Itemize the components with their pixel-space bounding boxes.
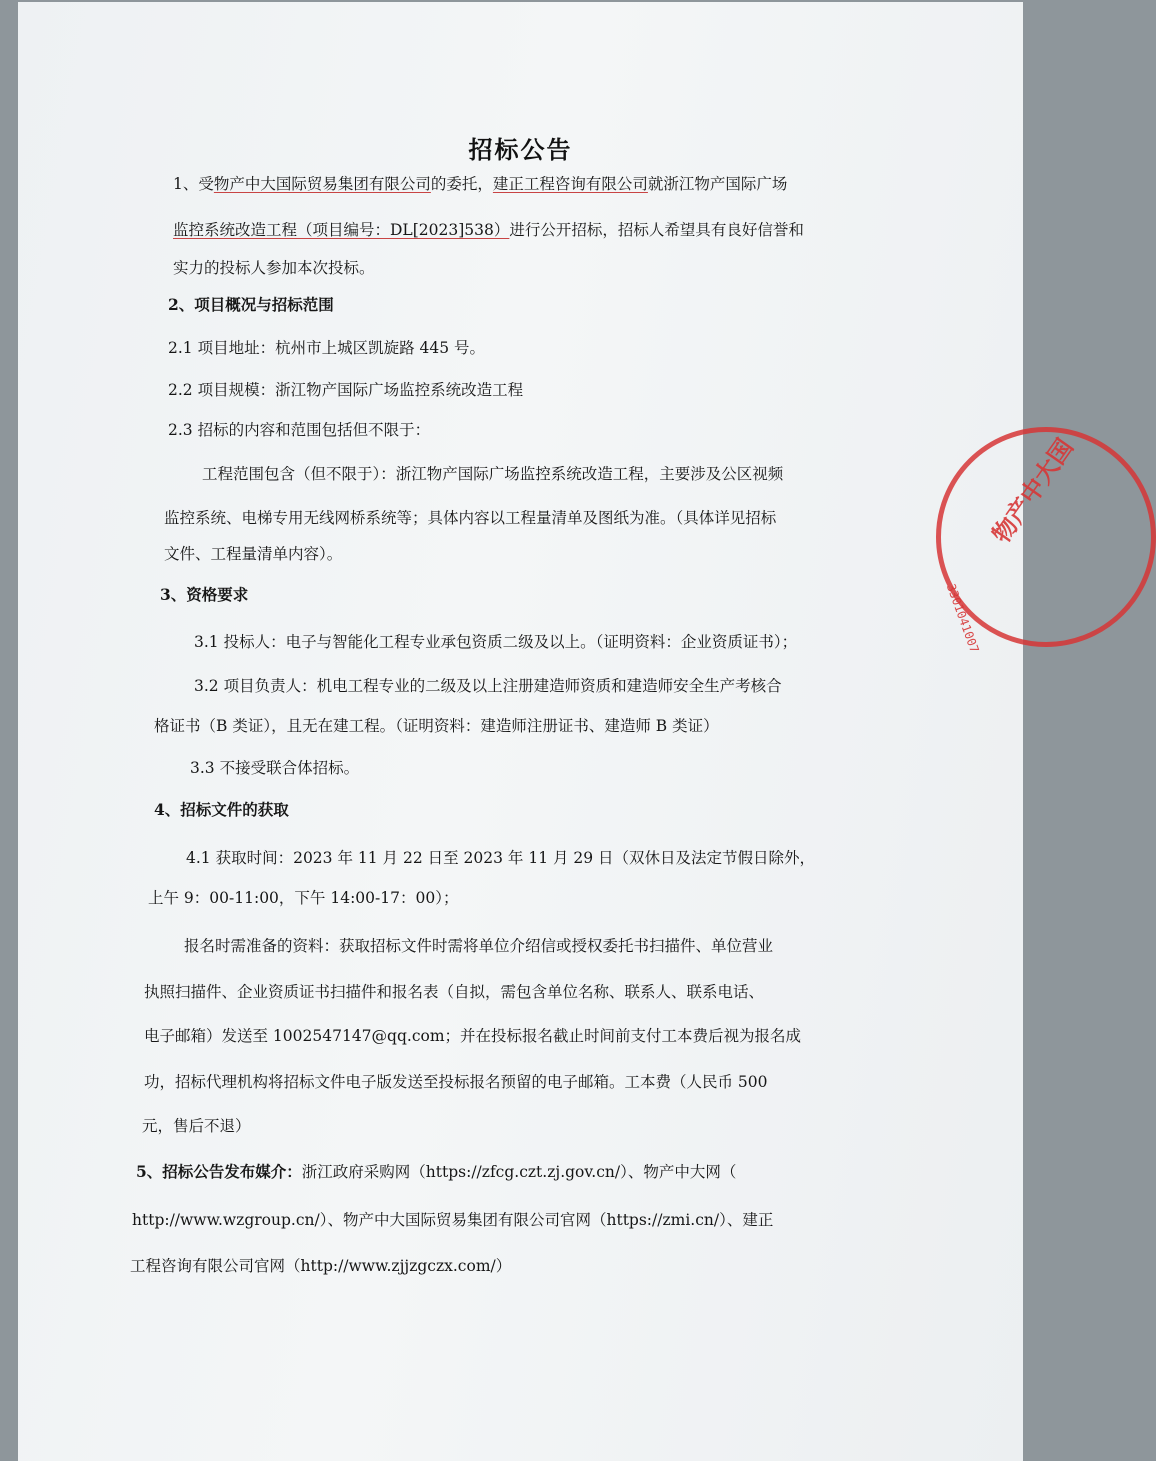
- required-docs-line-3: 电子邮箱）发送至 1002547147@qq.com；并在投标报名截止时间前支付工本费后视为报名成: [144, 1027, 802, 1045]
- page-title: 招标公告: [468, 135, 573, 164]
- section-3-heading: 3、资格要求: [160, 585, 249, 604]
- section-5-heading: 5、招标公告发布媒介：: [136, 1162, 302, 1181]
- section-5-line-3: 工程咨询有限公司官网（http://www.zjjzgczx.com/）: [130, 1257, 512, 1275]
- qualification-bidder: 3.1 投标人：电子与智能化工程专业承包资质二级及以上。（证明资料：企业资质证书）；: [194, 633, 798, 651]
- seal-text: 物产中大国: [987, 433, 1079, 549]
- entrusting-party: 物产中大国际贸易集团有限公司: [213, 175, 431, 193]
- agent-name: 建正工程咨询有限公司: [492, 175, 648, 193]
- scope-line-3: 文件、工程量清单内容）。: [164, 545, 343, 563]
- acquisition-time-line-1: 4.1 获取时间：2023 年 11 月 22 日至 2023 年 11 月 29 日（双休日及法定节假日除外，: [186, 849, 816, 867]
- required-docs-line-5: 元，售后不退）: [142, 1117, 251, 1135]
- required-docs-line-1: 报名时需准备的资料：获取招标文件时需将单位介绍信或授权委托书扫描件、单位营业: [184, 937, 774, 955]
- scope-line-1: 工程范围包含（但不限于）：浙江物产国际广场监控系统改造工程，主要涉及公区视频: [202, 465, 784, 483]
- section-5-line-2: http://www.wzgroup.cn/）、物产中大国际贸易集团有限公司官网（https://zmi.cn/）、建正: [132, 1211, 774, 1229]
- paragraph-1-line-1: [173, 174, 787, 194]
- project-address: 2.1 项目地址：杭州市上城区凯旋路 445 号。: [168, 339, 486, 357]
- section-5-line-1: [136, 1162, 736, 1182]
- document-page: [18, 2, 1079, 1461]
- scope-intro: 2.3 招标的内容和范围包括但不限于：: [168, 421, 431, 439]
- project-scale: 2.2 项目规模：浙江物产国际广场监控系统改造工程: [168, 381, 524, 399]
- seal-code: 3301041007: [943, 582, 982, 655]
- required-docs-line-2: 执照扫描件、企业资质证书扫描件和报名表（自拟，需包含单位名称、联系人、联系电话、: [144, 983, 765, 1001]
- paragraph-1-line-3: 实力的投标人参加本次投标。: [173, 259, 375, 277]
- scope-line-2: 监控系统、电梯专用无线网桥系统等；具体内容以工程量清单及图纸为准。（具体详见招标: [164, 509, 777, 527]
- p1-prefix: 1、受: [173, 175, 214, 193]
- qualification-manager-line-1: 3.2 项目负责人：机电工程专业的二级及以上注册建造师资质和建造师安全生产考核合: [194, 677, 782, 695]
- no-consortium: 3.3 不接受联合体招标。: [190, 759, 360, 777]
- p1-mid: 的委托，: [430, 175, 493, 193]
- project-name: 监控系统改造工程（项目编号：DL[2023]538）: [173, 221, 510, 239]
- p1-line2-rest: 进行公开招标，招标人希望具有良好信誉和: [509, 221, 804, 239]
- acquisition-time-line-2: 上午 9：00-11:00，下午 14:00-17：00）；: [148, 889, 459, 907]
- required-docs-line-4: 功，招标代理机构将招标文件电子版发送至投标报名预留的电子邮箱。工本费（人民币 500: [144, 1073, 768, 1091]
- company-seal: [936, 427, 1156, 655]
- media-list-start: 浙江政府采购网（https://zfcg.czt.zj.gov.cn/）、物产中大网（: [301, 1163, 737, 1181]
- p1-after-agent: 就浙江物产国际广场: [647, 175, 788, 193]
- section-4-heading: 4、招标文件的获取: [154, 800, 289, 819]
- paragraph-1-line-2: [173, 220, 804, 240]
- section-2-heading: 2、项目概况与招标范围: [168, 295, 334, 314]
- qualification-manager-line-2: 格证书（B 类证），且无在建工程。（证明资料：建造师注册证书、建造师 B 类证）: [154, 717, 719, 735]
